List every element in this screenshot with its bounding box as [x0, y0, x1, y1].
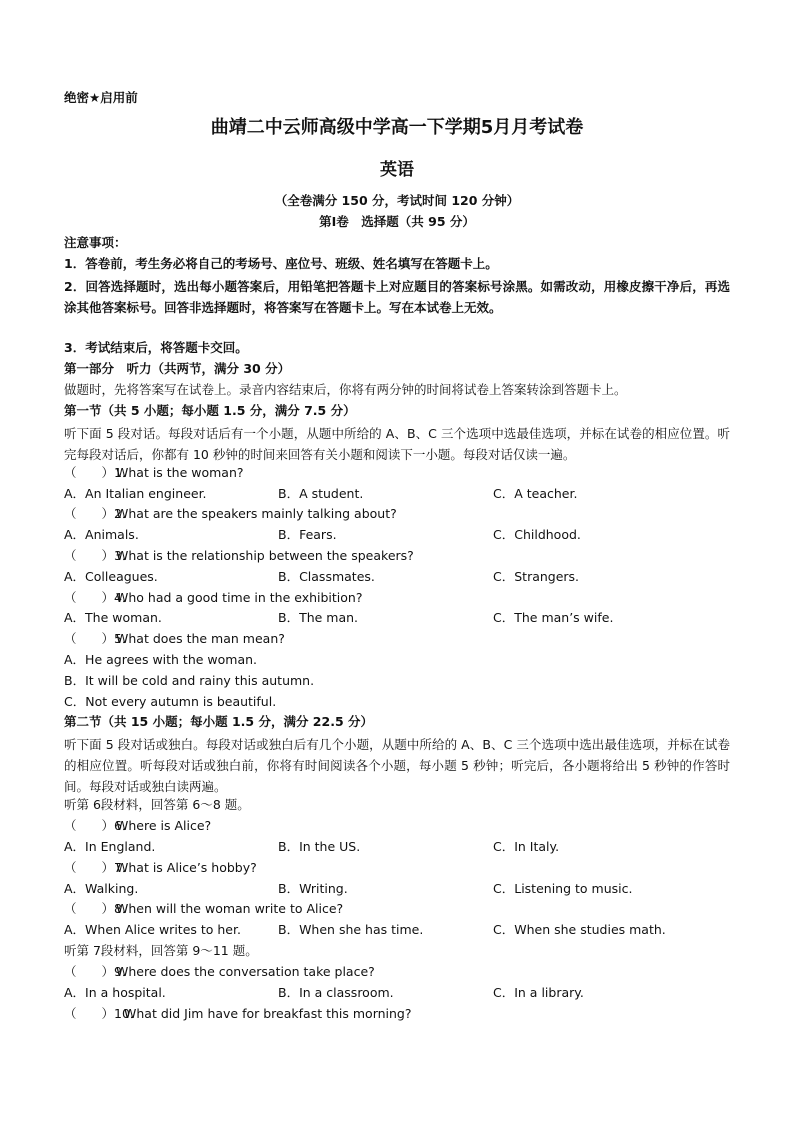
- note-item-2: 2．回答选择题时，选出每小题答案后，用铅笔把答题卡上对应题目的答案标号涂黑。如需改动，用橡皮擦干净后，再选涂其他答案标号。回答非选择题时，将答案写在答题卡上。写在本试卷上无效。: [64, 279, 730, 315]
- option-a: A．In England.: [64, 839, 156, 854]
- question-number: （ ）7．: [64, 860, 135, 875]
- question-5: [64, 631, 285, 647]
- material-6-note: 听第 6段材料，回答第 6～8 题。: [64, 797, 250, 812]
- question-number: （ ）5．: [64, 631, 135, 646]
- part1-heading: 第一部分 听力（共两节，满分 30 分）: [64, 361, 291, 376]
- material-7-note: 听第 7段材料，回答第 9～11 题。: [64, 943, 258, 958]
- option-c: C．When she studies math.: [493, 922, 666, 937]
- option-c: C．In a library.: [493, 985, 584, 1000]
- option-a: A．Colleagues.: [64, 569, 158, 584]
- question-number: （ ）9．: [64, 964, 135, 979]
- note-item-3: 3．考试结束后，将答题卡交回。: [64, 340, 248, 355]
- option-a: A．Walking.: [64, 881, 139, 896]
- option-c: C．In Italy.: [493, 839, 560, 854]
- section2-instruction: 听下面 5 段对话或独白。每段对话或独白后有几个小题，从题中所给的 A、B、C 三个选项中选出最佳选项，并标在试卷的相应位置。听每段对话或独白前，你将有时间阅读各个小题，每小题 5 秒钟；听完后，各小题将给出 5 秒钟的作答时间。每段对话或独白读两遍。: [64, 737, 730, 794]
- option-c: C．Strangers.: [493, 569, 580, 584]
- question-4: [64, 590, 362, 606]
- question-text: What is Alice’s hobby?: [116, 860, 257, 875]
- section1-heading: 第一节（共 5 小题；每小题 1.5 分，满分 7.5 分）: [64, 403, 356, 418]
- option-c: C．The man’s wife.: [493, 610, 614, 625]
- note-item-1: 1．答卷前，考生务必将自己的考场号、座位号、班级、姓名填写在答题卡上。: [64, 256, 498, 271]
- question-text: What does the man mean?: [116, 631, 285, 646]
- question-number: （ ）6．: [64, 818, 135, 833]
- option-b: B．In the US.: [278, 839, 361, 854]
- question-2: [64, 506, 397, 522]
- exam-title: 曲靖二中云师高级中学高一下学期5月月考试卷: [210, 117, 584, 138]
- option-a: A．An Italian engineer.: [64, 486, 207, 501]
- option-b: B．When she has time.: [278, 922, 424, 937]
- question-10: [64, 1006, 412, 1022]
- option-c: C．Not every autumn is beautiful.: [64, 694, 277, 709]
- secret-label: 绝密★启用前: [64, 90, 138, 105]
- part1-instruction: 做题时，先将答案写在试卷上。录音内容结束后，你将有两分钟的时间将试卷上答案转涂到答题卡上。: [64, 382, 627, 397]
- question-text: What are the speakers mainly talking about?: [116, 506, 397, 521]
- option-b: B．In a classroom.: [278, 985, 394, 1000]
- option-a: A．He agrees with the woman.: [64, 652, 258, 667]
- question-number: （ ）4．: [64, 590, 135, 605]
- question-text: When will the woman write to Alice?: [116, 901, 344, 916]
- question-number: （ ）2．: [64, 506, 135, 521]
- question-number: （ ）8．: [64, 901, 135, 916]
- question-text: Who had a good time in the exhibition?: [116, 590, 363, 605]
- question-text: Where is Alice?: [116, 818, 212, 833]
- question-number: （ ）1．: [64, 465, 135, 480]
- option-b: B．The man.: [278, 610, 359, 625]
- question-text: What is the woman?: [116, 465, 244, 480]
- section1-instruction: 听下面 5 段对话。每段对话后有一个小题，从题中所给的 A、B、C 三个选项中选最佳选项，并标在试卷的相应位置。听完每段对话后，你都有 10 秒钟的时间来回答有关小题和阅读下一小题。每段对话仅读一遍。: [64, 426, 730, 462]
- question-1: [64, 465, 244, 481]
- option-b: B．Fears.: [278, 527, 337, 542]
- option-b: B．Writing.: [278, 881, 348, 896]
- option-a: A．The woman.: [64, 610, 162, 625]
- notes-heading: 注意事项：: [64, 235, 127, 250]
- question-number: （ ）10．: [64, 1006, 143, 1021]
- subject-title: 英语: [380, 160, 414, 180]
- option-a: A．In a hospital.: [64, 985, 166, 1000]
- option-b: B．Classmates.: [278, 569, 375, 584]
- volume-title: 第Ⅰ卷 选择题（共 95 分）: [319, 214, 475, 229]
- option-a: A．When Alice writes to her.: [64, 922, 241, 937]
- section2-heading: 第二节（共 15 小题；每小题 1.5 分，满分 22.5 分）: [64, 714, 373, 729]
- question-text: Where does the conversation take place?: [116, 964, 375, 979]
- option-c: C．Childhood.: [493, 527, 581, 542]
- option-c: C．A teacher.: [493, 486, 578, 501]
- option-c: C．Listening to music.: [493, 881, 633, 896]
- option-a: A．Animals.: [64, 527, 139, 542]
- question-7: [64, 860, 257, 876]
- question-3: [64, 548, 414, 564]
- score-info: （全卷满分 150 分，考试时间 120 分钟）: [274, 193, 520, 208]
- question-number: （ ）3．: [64, 548, 135, 563]
- option-b: B．A student.: [278, 486, 364, 501]
- option-b: B．It will be cold and rainy this autumn.: [64, 673, 315, 688]
- question-text: What did Jim have for breakfast this morning?: [124, 1006, 412, 1021]
- question-8: [64, 901, 343, 917]
- question-text: What is the relationship between the speakers?: [116, 548, 414, 563]
- question-6: [64, 818, 211, 834]
- question-9: [64, 964, 375, 980]
